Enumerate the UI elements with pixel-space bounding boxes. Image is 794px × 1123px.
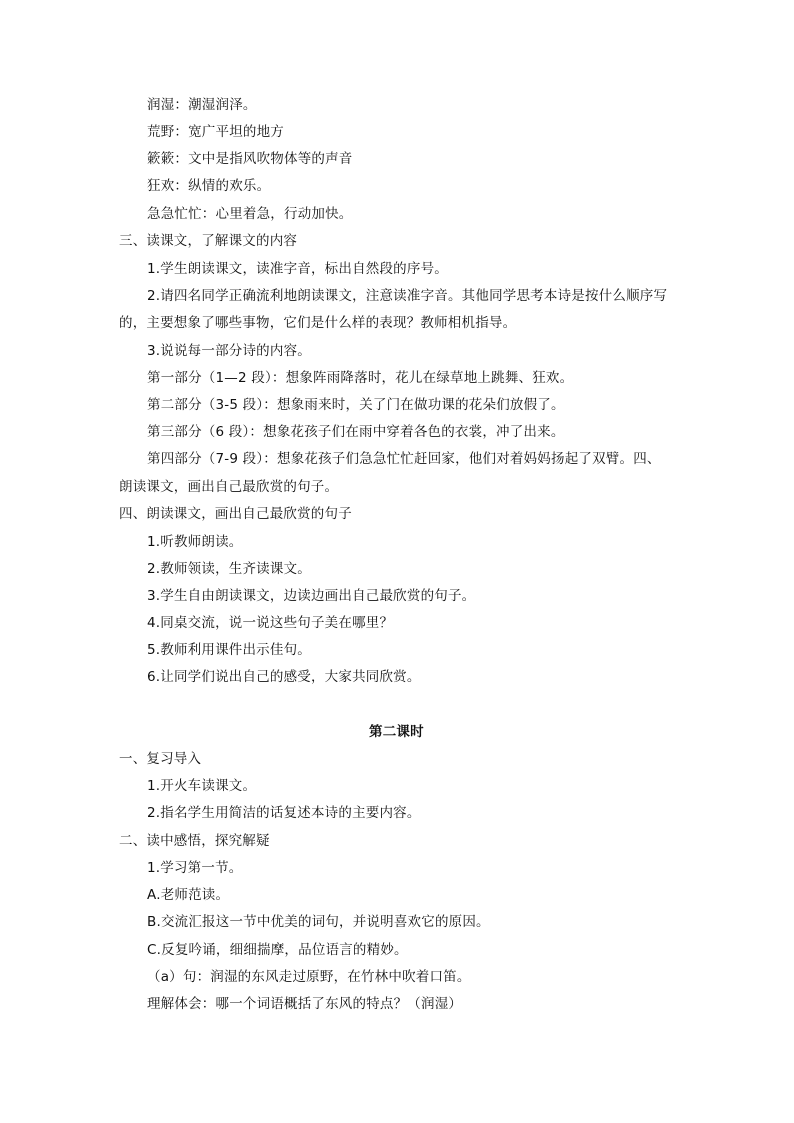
text-line: 2.请四名同学正确流利地朗读课文，注意读准字音。其他同学思考本诗是按什么顺序写 bbox=[147, 288, 668, 304]
text-line: 急急忙忙：心里着急，行动加快。 bbox=[147, 206, 353, 222]
text-line: 1.学习第一节。 bbox=[147, 860, 243, 876]
text-line: A.老师范读。 bbox=[147, 887, 230, 903]
section-heading: 二、读中感悟，探究解疑 bbox=[119, 833, 270, 849]
text-line: 2.指名学生用简洁的话复述本诗的主要内容。 bbox=[147, 805, 421, 821]
text-line: （a）句：润湿的东风走过原野，在竹林中吹着口笛。 bbox=[147, 969, 471, 985]
text-line: 狂欢：纵情的欢乐。 bbox=[147, 178, 271, 194]
text-line: 4.同桌交流，说一说这些句子美在哪里？ bbox=[147, 615, 394, 631]
text-line: 簌簌：文中是指风吹物体等的声音 bbox=[147, 151, 353, 167]
text-line: 朗读课文，画出自己最欣赏的句子。 bbox=[119, 479, 339, 495]
text-line: 6.让同学们说出自己的感受，大家共同欣赏。 bbox=[147, 669, 421, 685]
text-line: 第二部分（3-5 段）：想象雨来时，关了门在做功课的花朵们放假了。 bbox=[147, 397, 565, 413]
text-line: C.反复吟诵，细细揣摩，品位语言的精妙。 bbox=[147, 942, 408, 958]
lesson-title: 第二课时 bbox=[369, 724, 424, 740]
text-line: 润湿：潮湿润泽。 bbox=[147, 97, 257, 113]
text-line: 1.学生朗读课文，读准字音，标出自然段的序号。 bbox=[147, 261, 448, 277]
text-line: 第三部分（6 段）：想象花孩子们在雨中穿着各色的衣裳，冲了出来。 bbox=[147, 424, 565, 440]
section-heading: 一、复习导入 bbox=[119, 751, 202, 767]
text-line: 的，主要想象了哪些事物，它们是什么样的表现？教师相机指导。 bbox=[119, 315, 517, 331]
section-heading: 三、读课文，了解课文的内容 bbox=[119, 233, 298, 249]
text-line: 第一部分（1—2 段）：想象阵雨降落时，花儿在绿草地上跳舞、狂欢。 bbox=[147, 370, 574, 386]
text-line: 1.开火车读课文。 bbox=[147, 778, 257, 794]
text-line: 荒野：宽广平坦的地方 bbox=[147, 124, 284, 140]
text-line: 5.教师利用课件出示佳句。 bbox=[147, 642, 311, 658]
text-line: 3.说说每一部分诗的内容。 bbox=[147, 343, 311, 359]
text-line: 3.学生自由朗读课文，边读边画出自己最欣赏的句子。 bbox=[147, 588, 476, 604]
text-line: 第四部分（7-9 段）：想象花孩子们急急忙忙赶回家，他们对着妈妈扬起了双臂。四、 bbox=[147, 451, 661, 467]
text-line: B.交流汇报这一节中优美的词句，并说明喜欢它的原因。 bbox=[147, 914, 490, 930]
text-line: 1.听教师朗读。 bbox=[147, 534, 243, 550]
text-line: 2.教师领读，生齐读课文。 bbox=[147, 561, 311, 577]
section-heading: 四、朗读课文，画出自己最欣赏的句子 bbox=[119, 506, 352, 522]
text-line: 理解体会：哪一个词语概括了东风的特点？（润湿） bbox=[147, 996, 463, 1012]
